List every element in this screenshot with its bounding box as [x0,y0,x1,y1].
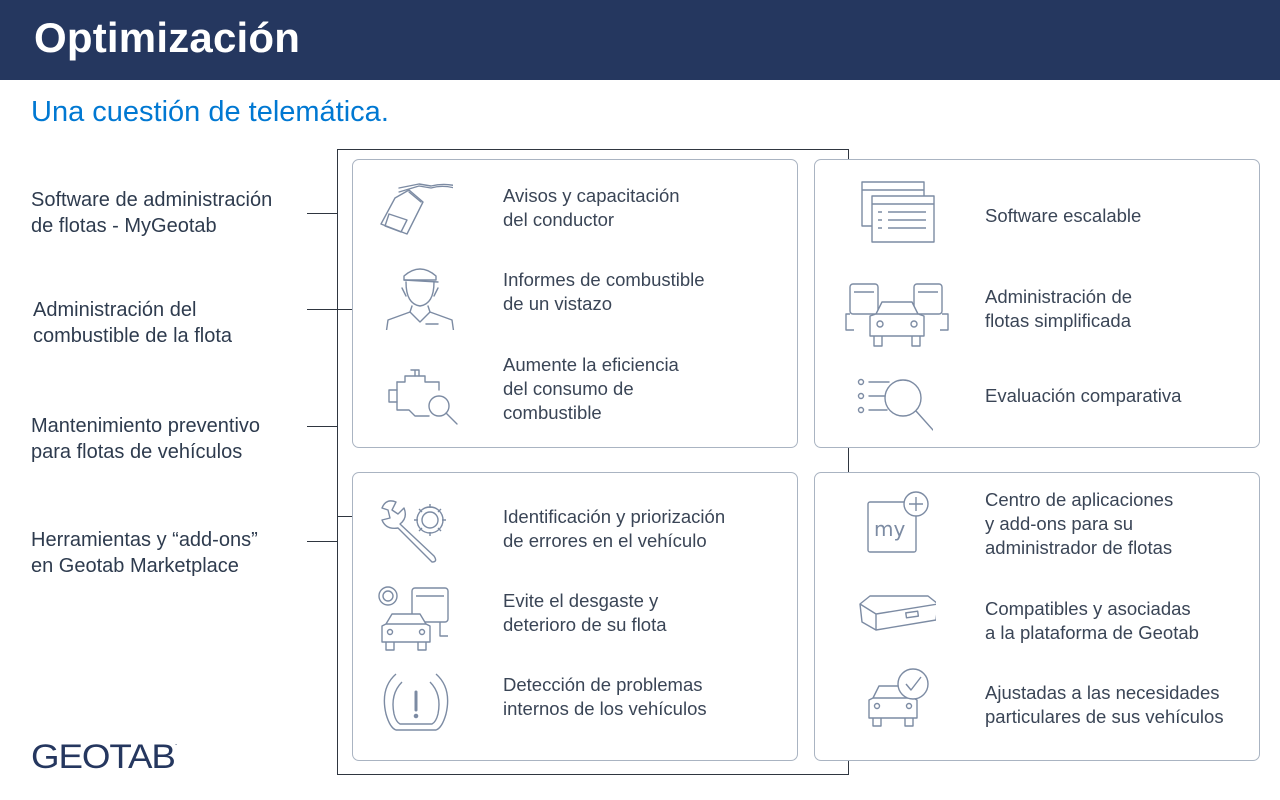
item-text [985,285,1245,333]
header-bar [0,0,1280,80]
text-line: a la plataforma de Geotab [985,622,1199,643]
label-line: de flotas - MyGeotab [31,215,217,237]
text-line: Detección de problemas [503,674,703,695]
text-line: Evaluación comparativa [985,385,1182,406]
tire-warning-icon [376,666,456,736]
label-line: Mantenimiento preventivo [31,415,261,437]
text-line: administrador de flotas [985,537,1173,558]
car-check-icon [863,664,943,734]
list-search-icon [853,370,933,440]
wrench-gear-icon [376,496,456,566]
label-line: Software de administración [31,189,273,211]
text-line: de un vistazo [503,293,613,314]
fuel-nozzle-icon [373,174,453,244]
software-windows-icon [856,178,936,248]
text-line: del conductor [503,209,615,230]
label-line: en Geotab Marketplace [31,555,239,577]
page-title: Optimización [34,14,301,61]
geotab-logo [31,738,176,777]
item-text [503,184,763,232]
page-subtitle: Una cuestión de telemática. [31,96,389,128]
fleet-vehicles-icon [842,280,952,350]
item-text [503,673,763,721]
text-line: flotas simplificada [985,310,1132,331]
text-line: y add-ons para su [985,513,1134,534]
label-line: combustible de la flota [33,325,233,347]
text-line: Ajustadas a las necesidades [985,682,1220,703]
item-text [985,384,1245,408]
engine-search-icon [383,360,463,430]
left-label-marketplace [31,527,321,579]
text-line: de errores en el vehículo [503,530,707,551]
vehicles-gear-icon [374,584,454,654]
text-line: Evite el desgaste y [503,590,659,611]
logo-mark: . [174,738,177,747]
text-line: combustible [503,402,602,423]
label-line: Administración del [33,299,197,321]
text-line: internos de los vehículos [503,698,707,719]
left-label-maintenance [31,413,321,465]
item-text [985,681,1245,729]
driver-icon [380,260,460,330]
text-line: particulares de sus vehículos [985,706,1224,727]
text-line: deterioro de su flota [503,614,667,635]
logo-text: GEOTAB [31,738,175,776]
svg-text:my: my [874,517,906,541]
text-line: Identificación y priorización [503,506,726,527]
item-text [985,597,1245,645]
text-line: Centro de aplicaciones [985,489,1174,510]
item-text [985,204,1245,228]
text-line: Compatibles y asociadas [985,598,1191,619]
text-line: Avisos y capacitación [503,185,680,206]
text-line: Aumente la eficiencia [503,354,679,375]
item-text [503,353,763,425]
my-apps-plus-icon [862,488,942,558]
text-line: Administración de [985,286,1133,307]
text-line: Software escalable [985,205,1142,226]
label-line: Herramientas y “add-ons” [31,529,258,551]
item-text [503,589,763,637]
left-label-fuel [33,297,323,349]
item-text [503,268,763,316]
label-line: para flotas de vehículos [31,441,243,463]
text-line: Informes de combustible [503,269,705,290]
connector-line [337,516,353,517]
item-text [503,505,763,553]
item-text [985,488,1245,560]
left-label-software [31,187,321,239]
telematics-device-icon [856,584,936,654]
text-line: del consumo de [503,378,634,399]
